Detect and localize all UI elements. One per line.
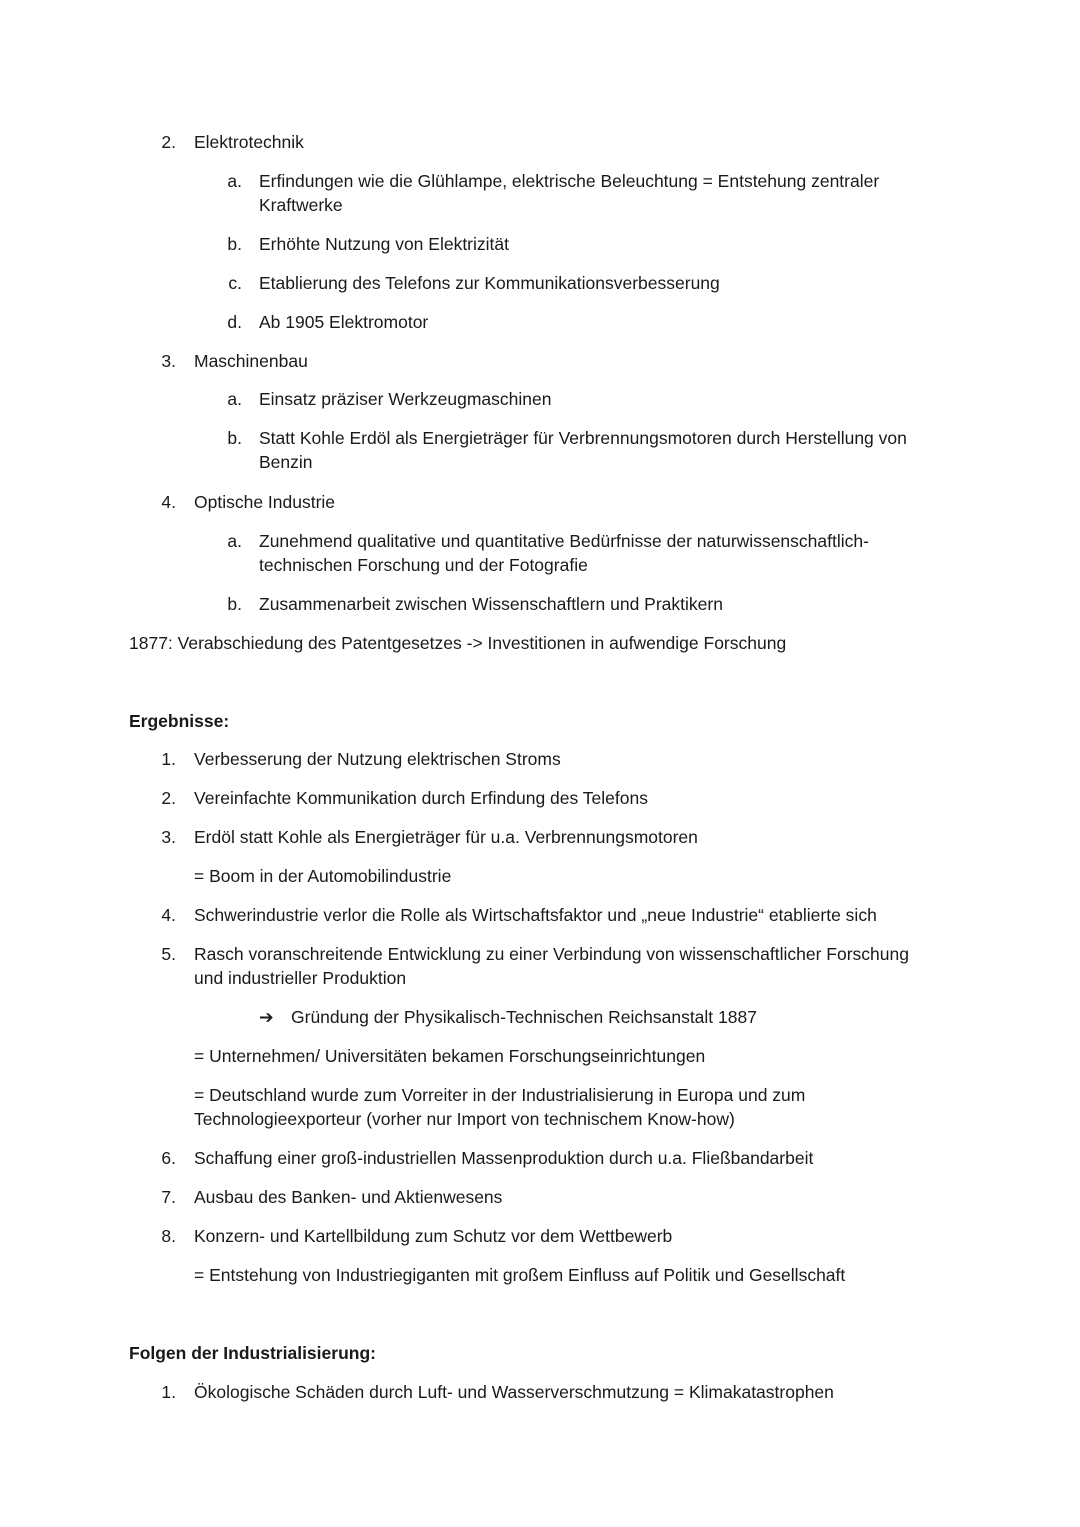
list-letter: b. [227, 234, 242, 254]
list-letter: b. [227, 428, 242, 448]
list-item-text: technischen Forschung und der Fotografie [259, 555, 588, 575]
list-item-text: Einsatz präziser Werkzeugmaschinen [259, 389, 552, 409]
list-number: 4. [161, 905, 176, 925]
list-item-text: Erdöl statt Kohle als Energieträger für u.a. Verbrennungsmotoren [194, 827, 698, 847]
list-item-text: Rasch voranschreitende Entwicklung zu einer Verbindung von wissenschaftlicher Forschung [194, 944, 909, 964]
result-note: = Unternehmen/ Universitäten bekamen Forschungseinrichtungen [194, 1046, 706, 1066]
list-item-text: Zunehmend qualitative und quantitative Bedürfnisse der naturwissenschaftlich- [259, 531, 869, 551]
list-item-text: Zusammenarbeit zwischen Wissenschaftlern und Praktikern [259, 594, 723, 614]
list-item-maschinenbau: Maschinenbau [194, 351, 308, 371]
list-letter: d. [227, 312, 242, 332]
list-letter: a. [227, 531, 242, 551]
list-number: 8. [161, 1226, 176, 1246]
list-number: 2. [161, 132, 176, 152]
list-letter: a. [227, 389, 242, 409]
results-heading: Ergebnisse: [129, 711, 230, 731]
list-number: 1. [161, 749, 176, 769]
list-item-text: und industrieller Produktion [194, 968, 407, 988]
consequences-heading: Folgen der Industrialisierung: [129, 1343, 376, 1363]
list-item-elektrotechnik: Elektrotechnik [194, 132, 304, 152]
list-number: 5. [161, 944, 176, 964]
result-note: = Deutschland wurde zum Vorreiter in der Industrialisierung in Europa und zum [194, 1085, 806, 1105]
list-item-text: Kraftwerke [259, 195, 343, 215]
list-item-text: Benzin [259, 452, 313, 472]
list-letter: b. [227, 594, 242, 614]
list-number: 6. [161, 1148, 176, 1168]
list-item-text: Vereinfachte Kommunikation durch Erfindung des Telefons [194, 788, 648, 808]
list-number: 3. [161, 351, 176, 371]
list-item-text: Schwerindustrie verlor die Rolle als Wirtschaftsfaktor und „neue Industrie“ etablierte sich [194, 905, 877, 925]
list-number: 4. [161, 492, 176, 512]
list-number: 7. [161, 1187, 176, 1207]
list-number: 1. [161, 1382, 176, 1402]
list-item-text: Ökologische Schäden durch Luft- und Wasserverschmutzung = Klimakatastrophen [194, 1382, 834, 1402]
arrow-icon: ➔ [259, 1007, 274, 1027]
list-letter: c. [228, 273, 242, 293]
result-arrow-text: Gründung der Physikalisch-Technischen Reichsanstalt 1887 [291, 1007, 757, 1027]
list-item-text: Konzern- und Kartellbildung zum Schutz vor dem Wettbewerb [194, 1226, 673, 1246]
list-number: 2. [161, 788, 176, 808]
list-item-text: Etablierung des Telefons zur Kommunikationsverbesserung [259, 273, 720, 293]
result-note: = Boom in der Automobilindustrie [194, 866, 452, 886]
list-item-text: Ausbau des Banken- und Aktienwesens [194, 1187, 503, 1207]
list-letter: a. [227, 171, 242, 191]
list-number: 3. [161, 827, 176, 847]
list-item-text: Statt Kohle Erdöl als Energieträger für Verbrennungsmotoren durch Herstellung von [259, 428, 907, 448]
list-item-text: Verbesserung der Nutzung elektrischen Stroms [194, 749, 561, 769]
list-item-text: Erhöhte Nutzung von Elektrizität [259, 234, 509, 254]
list-item-text: Erfindungen wie die Glühlampe, elektrische Beleuchtung = Entstehung zentraler [259, 171, 880, 191]
result-note: Technologieexporteur (vorher nur Import von technischem Know-how) [194, 1109, 735, 1129]
list-item-optische-industrie: Optische Industrie [194, 492, 336, 512]
list-item-text: Schaffung einer groß-industriellen Massenproduktion durch u.a. Fließbandarbeit [194, 1148, 814, 1168]
result-note: = Entstehung von Industriegiganten mit großem Einfluss auf Politik und Gesellschaft [194, 1265, 846, 1285]
list-item-text: Ab 1905 Elektromotor [259, 312, 429, 332]
patent-law-note: 1877: Verabschiedung des Patentgesetzes -> Investitionen in aufwendige Forschung [129, 633, 787, 653]
